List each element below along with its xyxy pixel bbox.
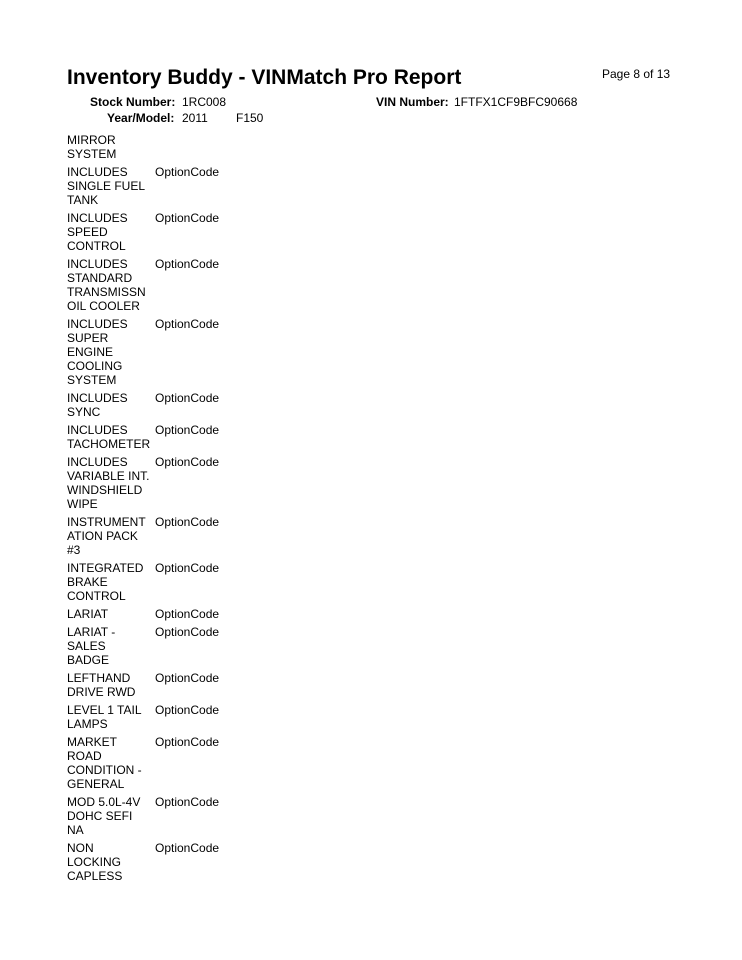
vin-number-label: VIN Number:	[376, 95, 449, 109]
list-item	[67, 625, 367, 667]
option-name: MIRROR SYSTEM	[67, 133, 117, 161]
model-value: F150	[236, 111, 264, 125]
option-name: INCLUDES STANDARD TRANSMISSN OIL COOLER	[67, 257, 146, 313]
option-name: MARKET ROAD CONDITION - GENERAL	[67, 735, 142, 791]
option-name: INCLUDES SINGLE FUEL TANK	[67, 165, 146, 207]
option-name: INCLUDES SUPER ENGINE COOLING SYSTEM	[67, 317, 128, 387]
option-name: INCLUDES SPEED CONTROL	[67, 211, 128, 253]
list-item	[67, 455, 367, 511]
option-name: INSTRUMENT ATION PACK #3	[67, 515, 146, 557]
list-item	[67, 391, 367, 419]
option-type: OptionCode	[155, 607, 220, 621]
list-item	[67, 607, 367, 621]
list-item	[67, 703, 367, 731]
list-item	[67, 211, 367, 253]
option-type: OptionCode	[155, 455, 220, 469]
year-model-label: Year/Model:	[107, 111, 175, 125]
page-number: Page 8 of 13	[602, 67, 671, 81]
list-item	[67, 317, 367, 387]
option-name: NON LOCKING CAPLESS	[67, 841, 123, 883]
option-type: OptionCode	[155, 795, 220, 809]
list-item	[67, 795, 367, 837]
list-item	[67, 561, 367, 603]
option-name: MOD 5.0L-4V DOHC SEFI NA	[67, 795, 141, 837]
year-value: 2011	[182, 111, 208, 125]
option-type: OptionCode	[155, 211, 220, 225]
option-name: INCLUDES VARIABLE INT. WINDSHIELD WIPE	[67, 455, 150, 511]
option-name: INCLUDES TACHOMETER	[67, 423, 151, 451]
option-type: OptionCode	[155, 317, 220, 331]
list-item	[67, 257, 367, 313]
list-item	[67, 423, 367, 451]
option-name: INCLUDES SYNC	[67, 391, 128, 419]
option-type: OptionCode	[155, 671, 220, 685]
stock-number-label: Stock Number:	[90, 95, 176, 109]
list-item	[67, 515, 367, 557]
option-name: LEVEL 1 TAIL LAMPS	[67, 703, 142, 731]
option-list	[67, 133, 367, 887]
option-type: OptionCode	[155, 735, 220, 749]
option-type: OptionCode	[155, 257, 220, 271]
list-item	[67, 735, 367, 791]
option-name: LARIAT	[67, 607, 109, 621]
stock-number-value: 1RC008	[182, 95, 227, 109]
list-item	[67, 133, 367, 161]
option-type: OptionCode	[155, 703, 220, 717]
option-name: LARIAT - SALES BADGE	[67, 625, 116, 667]
option-type: OptionCode	[155, 625, 220, 639]
list-item	[67, 671, 367, 699]
option-name: INTEGRATED BRAKE CONTROL	[67, 561, 144, 603]
option-type: OptionCode	[155, 841, 220, 855]
option-name: LEFTHAND DRIVE RWD	[67, 671, 136, 699]
option-type: OptionCode	[155, 165, 220, 179]
list-item	[67, 841, 367, 883]
list-item	[67, 165, 367, 207]
option-type: OptionCode	[155, 391, 220, 405]
option-type: OptionCode	[155, 515, 220, 529]
report-title: Inventory Buddy - VINMatch Pro Report	[67, 66, 462, 89]
vin-number-value: 1FTFX1CF9BFC90668	[454, 95, 578, 109]
option-type: OptionCode	[155, 561, 220, 575]
option-type: OptionCode	[155, 423, 220, 437]
